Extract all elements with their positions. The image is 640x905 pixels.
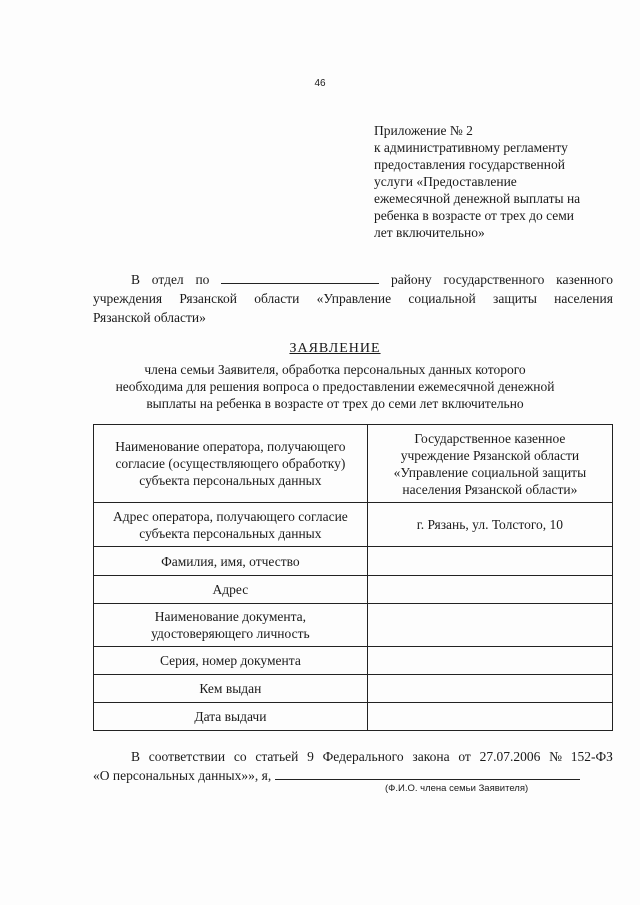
table-row xyxy=(94,425,613,503)
address-input-cell[interactable] xyxy=(367,576,612,604)
annex-line: Приложение № 2 xyxy=(374,123,473,138)
table-row xyxy=(94,503,613,547)
consent-word: № xyxy=(549,749,562,764)
addressee-word: учреждения xyxy=(93,291,163,306)
addressee-block xyxy=(93,270,613,327)
addressee-word: району xyxy=(390,272,432,287)
cell-line: г. Рязань, ул. Толстого, 10 xyxy=(416,517,564,532)
issued-by-input-cell[interactable] xyxy=(367,675,612,703)
cell-line: Наименование документа, xyxy=(154,609,307,624)
operator-name-label xyxy=(94,425,368,503)
cell-line: удостоверяющего личность xyxy=(151,626,310,641)
consent-block xyxy=(93,747,613,785)
table-row xyxy=(94,703,613,731)
consent-word: 152-ФЗ xyxy=(570,749,613,764)
applicant-family-member-name-field[interactable] xyxy=(275,766,580,780)
document-number-input-cell[interactable] xyxy=(367,647,612,675)
addressee-word: по xyxy=(195,272,210,287)
addressee-word: защиты xyxy=(493,291,537,306)
table-row xyxy=(94,647,613,675)
addressee-word: Рязанской xyxy=(179,291,237,306)
annex-line: к административному регламенту xyxy=(374,140,568,155)
consent-word: соответствии xyxy=(148,749,226,764)
personal-data-table xyxy=(93,424,613,731)
addressee-word: «Управление xyxy=(316,291,392,306)
cell-line: Наименование оператора, получающего xyxy=(115,439,346,454)
cell-line: населения Рязанской области» xyxy=(402,481,578,497)
annex-line: услуги «Предоставление xyxy=(374,174,517,189)
name-field-caption: (Ф.И.О. члена семьи Заявителя) xyxy=(385,783,529,794)
consent-word: от xyxy=(458,749,471,764)
cell-line: Адрес оператора, получающего согласие xyxy=(113,508,348,524)
consent-line-1 xyxy=(93,747,613,766)
document-subtitle xyxy=(0,361,640,412)
cell-line: учреждение Рязанской области xyxy=(400,447,580,463)
operator-address-value xyxy=(367,503,612,547)
subtitle-line: необходима для решения вопроса о предоставлении ежемесячной денежной xyxy=(115,379,555,394)
id-document-input-cell[interactable] xyxy=(367,604,612,647)
consent-line-2-text: «О персональных данных»», я, xyxy=(93,768,272,783)
addressee-word: казенного xyxy=(556,272,613,287)
annex-line: предоставления государственной xyxy=(374,157,565,172)
document-title xyxy=(0,341,640,357)
cell-line: согласие (осуществляющего обработку) xyxy=(115,456,346,471)
addressee-word: отдел xyxy=(151,272,184,287)
table-row xyxy=(94,604,613,647)
cell-line: субъекта персональных данных xyxy=(139,473,322,488)
addressee-word: населения xyxy=(554,291,613,306)
issued-by-label: Кем выдан xyxy=(94,675,368,703)
consent-line-2 xyxy=(93,766,613,785)
document-title-text: ЗАЯВЛЕНИЕ xyxy=(289,341,381,356)
addressee-line-2 xyxy=(93,289,613,308)
annex-header xyxy=(374,122,614,241)
operator-address-label xyxy=(94,503,368,547)
address-label: Адрес xyxy=(94,576,368,604)
consent-word: 9 xyxy=(307,749,314,764)
cell-line: субъекта персональных данных xyxy=(139,525,322,541)
operator-name-value xyxy=(367,425,612,503)
addressee-word: социальной xyxy=(408,291,476,306)
consent-word: статьей xyxy=(255,749,299,764)
subtitle-line: члена семьи Заявителя, обработка персональных данных которого xyxy=(144,362,526,377)
document-number-label: Серия, номер документа xyxy=(94,647,368,675)
addressee-word: государственного xyxy=(443,272,545,287)
addressee-line-3: Рязанской области» xyxy=(93,310,206,325)
cell-line: «Управление социальной защиты xyxy=(393,464,587,480)
issue-date-label: Дата выдачи xyxy=(94,703,368,731)
annex-line: лет включительно» xyxy=(374,225,485,240)
table-row xyxy=(94,576,613,604)
district-blank-field[interactable] xyxy=(221,270,379,284)
subtitle-line: выплаты на ребенка в возрасте от трех до семи лет включительно xyxy=(146,396,524,411)
full-name-input-cell[interactable] xyxy=(367,547,612,576)
full-name-label: Фамилия, имя, отчество xyxy=(94,547,368,576)
id-document-label xyxy=(94,604,368,647)
addressee-line-1 xyxy=(93,270,613,289)
table-row xyxy=(94,675,613,703)
cell-line: Государственное казенное xyxy=(414,430,566,446)
page-number: 46 xyxy=(314,78,326,89)
annex-line: ребенка в возрасте от трех до семи xyxy=(374,208,574,223)
consent-word: со xyxy=(233,749,247,764)
consent-word: Федерального xyxy=(322,749,404,764)
consent-word: В xyxy=(131,749,141,764)
table-row xyxy=(94,547,613,576)
addressee-word: области xyxy=(254,291,300,306)
consent-word: закона xyxy=(412,749,450,764)
addressee-word: В xyxy=(131,272,141,287)
consent-word: 27.07.2006 xyxy=(479,749,541,764)
issue-date-input-cell[interactable] xyxy=(367,703,612,731)
annex-line: ежемесячной денежной выплаты на xyxy=(374,191,581,206)
